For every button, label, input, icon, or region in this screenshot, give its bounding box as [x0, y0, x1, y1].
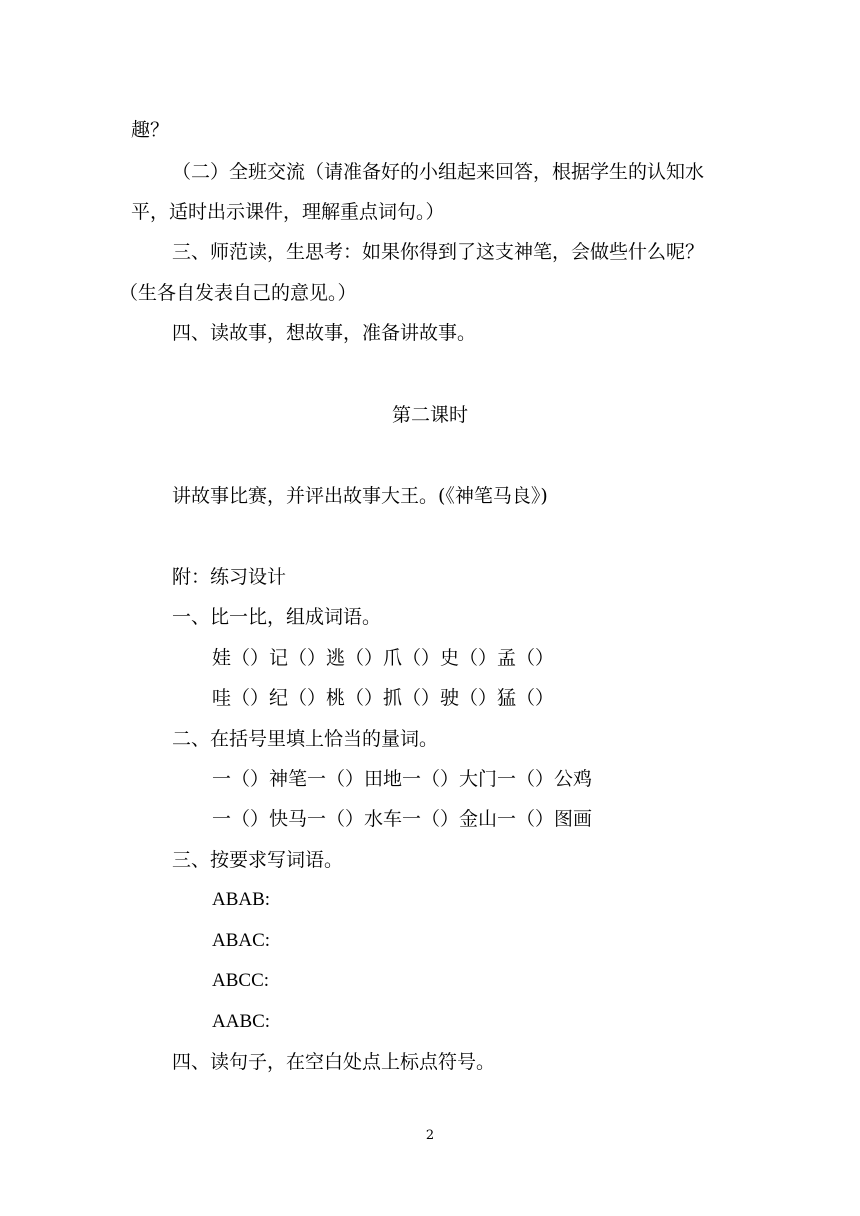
exercise-1-row-2: 哇（）纪（）桃（）抓（）驶（）猛（）: [212, 687, 555, 709]
exercise-3-title: 三、按要求写词语。: [172, 849, 344, 871]
exercise-1-title: 一、比一比，组成词语。: [172, 606, 382, 628]
lesson-2-heading: 第二课时: [391, 404, 468, 426]
paragraph-continuation: 趣？: [131, 119, 170, 141]
exercise-2-row-2: 一（）快马一（）水车一（）金山一（）图画: [212, 808, 593, 830]
storytelling-prep-line: 四、读故事，想故事，准备讲故事。: [172, 322, 477, 344]
exercise-3-pattern-abab: ABAB:: [212, 889, 271, 910]
exercise-3-pattern-abac: ABAC:: [212, 930, 271, 951]
exercise-4-title: 四、读句子，在空白处点上标点符号。: [172, 1051, 496, 1073]
class-discussion-line-2: 平，适时出示课件，理解重点词句。）: [131, 201, 445, 223]
class-discussion-line-1: （二）全班交流（请准备好的小组起来回答，根据学生的认知水: [172, 161, 705, 183]
exercise-3-pattern-abcc: ABCC:: [212, 970, 270, 991]
exercise-2-title: 二、在括号里填上恰当的量词。: [172, 728, 439, 750]
exercise-heading: 附：练习设计: [172, 566, 287, 588]
lesson-2-text: 讲故事比赛，并评出故事大王。(《神笔马良》): [172, 485, 548, 507]
page-number: 2: [425, 1128, 435, 1143]
exercise-3-pattern-aabc: AABC:: [212, 1011, 271, 1032]
teacher-reading-line-2: （生各自发表自己的意见。）: [119, 282, 357, 304]
exercise-2-row-1: 一（）神笔一（）田地一（）大门一（）公鸡: [212, 768, 593, 790]
teacher-reading-line-1: 三、师范读，生思考：如果你得到了这支神笔，会做些什么呢？: [172, 241, 705, 263]
exercise-1-row-1: 娃（）记（）逃（）爪（）史（）孟（）: [212, 647, 555, 669]
